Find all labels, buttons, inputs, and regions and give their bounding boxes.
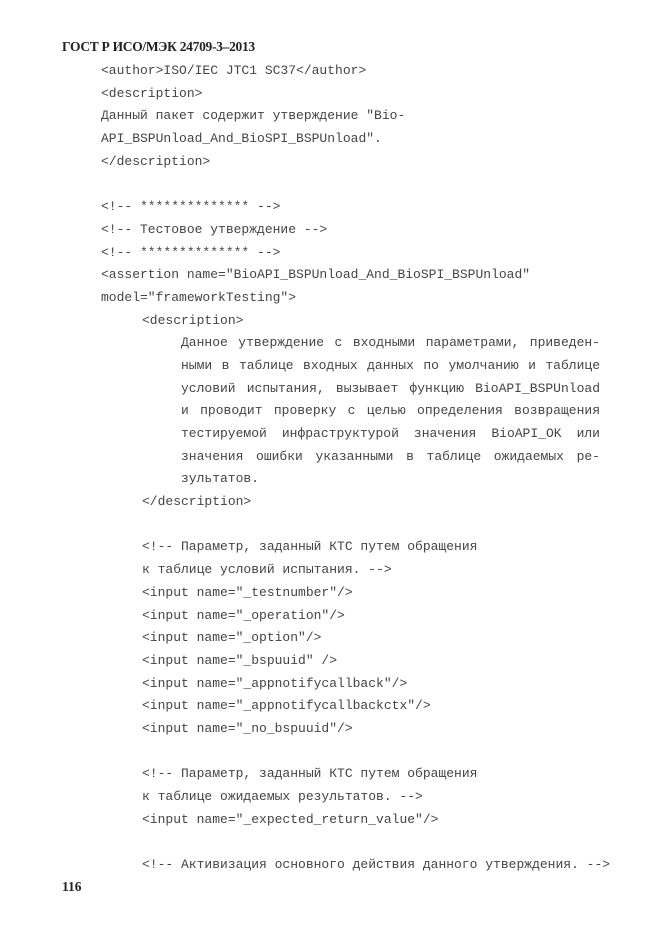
code-line: <input name="_appnotifycallback"/>: [142, 675, 408, 691]
code-line: Данное утверждение с входными параметрами, приведен-: [181, 335, 600, 351]
code-listing: [0, 60, 661, 877]
code-line: и проводит проверку с целью определения возвращения: [181, 403, 600, 419]
document-header: ГОСТ Р ИСО/МЭК 24709-3–2013: [62, 39, 255, 54]
code-line: ными в таблице входных данных по умолчанию и таблице: [181, 357, 600, 373]
code-line: </description>: [142, 494, 252, 510]
code-line: <description>: [101, 85, 203, 101]
code-line: зультатов.: [181, 471, 260, 487]
code-line: <!-- Параметр, заданный КТС путем обращения: [142, 539, 478, 555]
code-line: <!-- Параметр, заданный КТС путем обращения: [142, 766, 478, 782]
blank-line: [0, 831, 661, 854]
code-line: model="frameworkTesting">: [101, 289, 297, 305]
code-line: </description>: [101, 153, 211, 169]
code-line: тестируемой инфраструктурой значения BioAPI_OK или: [181, 426, 600, 441]
page-number: 116: [62, 879, 82, 894]
code-line: к таблице ожидаемых результатов. -->: [142, 789, 423, 804]
code-line: <input name="_appnotifycallbackctx"/>: [142, 698, 431, 714]
code-line: <input name="_testnumber"/>: [142, 584, 353, 600]
blank-line: [0, 741, 661, 764]
code-line: значения ошибки указанными в таблице ожидаемых ре-: [181, 448, 600, 464]
code-line: <!-- Активизация основного действия данного утверждения. -->: [142, 857, 611, 873]
code-line: Данный пакет содержит утверждение "Bio-: [101, 108, 406, 124]
blank-line: [0, 173, 661, 196]
code-line: <input name="_option"/>: [142, 630, 322, 646]
code-line: <!-- ************** -->: [101, 199, 281, 215]
code-line: <description>: [142, 312, 244, 328]
code-line: API_BSPUnload_And_BioSPI_BSPUnload".: [101, 131, 382, 147]
code-line: <!-- Тестовое утверждение -->: [101, 221, 328, 237]
code-line: <input name="_expected_return_value"/>: [142, 811, 439, 827]
code-line: <!-- ************** -->: [101, 244, 281, 260]
code-line: <input name="_operation"/>: [142, 607, 345, 623]
code-line: <author>ISO/IEC JTC1 SC37</author>: [101, 63, 367, 78]
code-line: <input name="_no_bspuuid"/>: [142, 720, 353, 736]
code-line: <input name="_bspuuid" />: [142, 652, 338, 668]
code-line: <assertion name="BioAPI_BSPUnload_And_BioSPI_BSPUnload": [101, 267, 531, 283]
code-line: условий испытания, вызывает функцию BioAPI_BSPUnload: [181, 380, 600, 396]
code-line: к таблице условий испытания. -->: [142, 562, 392, 578]
blank-line: [0, 514, 661, 537]
